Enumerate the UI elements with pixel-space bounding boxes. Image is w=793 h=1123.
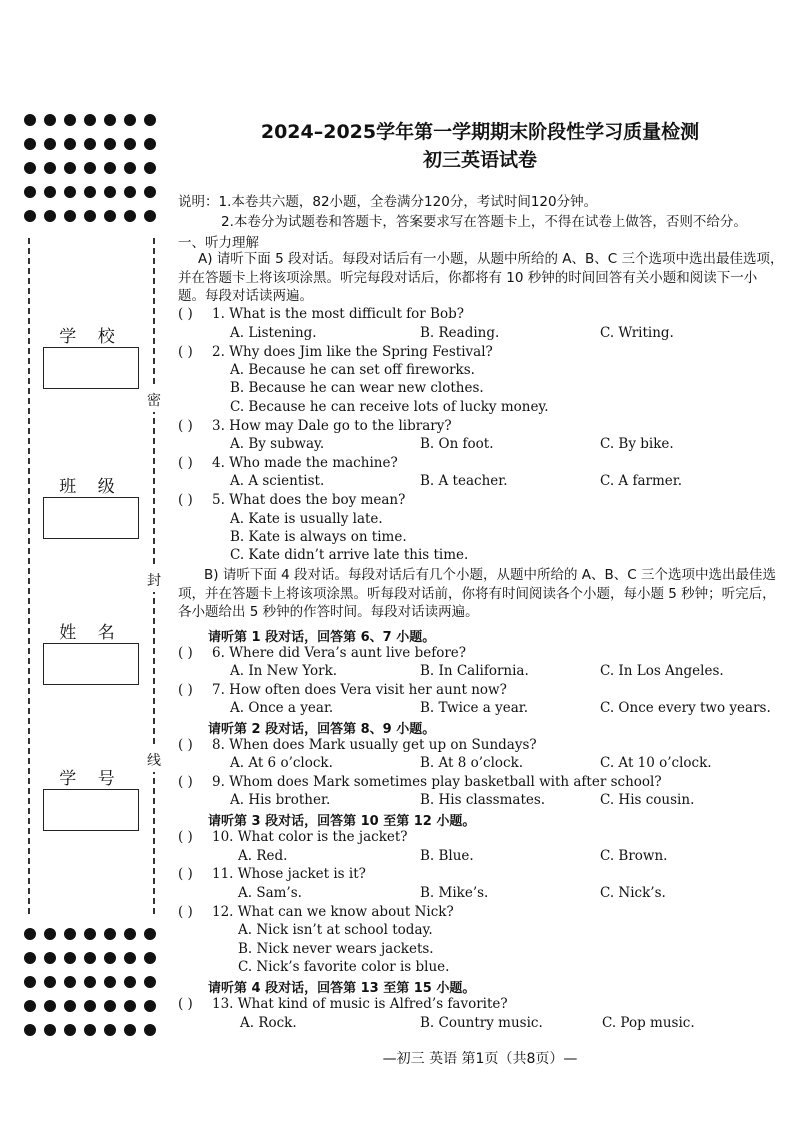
question-text: 2. Why does Jim like the Spring Festival? xyxy=(212,344,493,360)
question-text: 4. Who made the machine? xyxy=(212,455,398,471)
answer-paren: ( ) xyxy=(178,774,193,790)
dialogue-note-1: 请听第 1 段对话，回答第 6、7 小题。 xyxy=(208,630,436,645)
question-9 xyxy=(178,774,662,790)
binding-dash-left xyxy=(28,238,30,914)
option-b: B. Kate is always on time. xyxy=(230,529,407,545)
question-text: 11. Whose jacket is it? xyxy=(212,866,366,882)
answer-paren: ( ) xyxy=(178,829,193,845)
question-6 xyxy=(178,645,466,661)
question-3 xyxy=(178,418,452,434)
instruction-line-2: 2.本卷分为试题卷和答题卡，答案要求写在答题卡上，不得在试卷上做答，否则不给分。 xyxy=(221,214,747,230)
option-a: A. His brother. xyxy=(230,792,331,808)
bottom-dot-grid xyxy=(24,922,164,1042)
top-dot-grid xyxy=(24,108,164,228)
question-2 xyxy=(178,344,493,360)
answer-paren: ( ) xyxy=(178,737,193,753)
question-text: 1. What is the most difficult for Bob? xyxy=(212,306,464,322)
name-label: 姓 名 xyxy=(59,623,123,643)
option-b: B. His classmates. xyxy=(420,792,546,808)
option-c: C. Kate didn’t arrive late this time. xyxy=(230,547,469,563)
part-b-intro: B) 请听下面 4 段对话。每段对话后有几个小题，从题中所给的 A、B、C 三个选项中选出最佳选项，并在答题卡上将该项涂黑。听每段对话前，你将有时间阅读各个小题，每小题 5 秒钟；听完后，各小题给出 5 秒钟的作答时间。每段对话读两遍。 xyxy=(178,567,776,620)
answer-paren: ( ) xyxy=(178,645,193,661)
question-10 xyxy=(178,829,408,845)
option-b: B. At 8 o’clock. xyxy=(420,755,524,771)
option-b: B. Nick never wears jackets. xyxy=(238,941,434,957)
option-a: A. Kate is usually late. xyxy=(230,511,383,527)
question-5 xyxy=(178,492,405,508)
option-c: C. Once every two years. xyxy=(600,700,771,716)
seal-char-xian: 线 xyxy=(147,748,161,772)
school-field[interactable] xyxy=(43,347,139,389)
question-text: 12. What can we know about Nick? xyxy=(212,904,454,920)
option-c: C. His cousin. xyxy=(600,792,695,808)
exam-title: 2024–2025学年第一学期期末阶段性学习质量检测 xyxy=(260,121,700,143)
answer-paren: ( ) xyxy=(178,418,193,434)
question-text: 9. Whom does Mark sometimes play basketball with after school? xyxy=(212,774,662,790)
option-c: C. By bike. xyxy=(600,436,674,452)
question-13 xyxy=(178,996,508,1012)
option-c: C. Nick’s favorite color is blue. xyxy=(238,959,450,975)
option-c: C. Pop music. xyxy=(602,1015,695,1031)
answer-paren: ( ) xyxy=(178,344,193,360)
question-text: 13. What kind of music is Alfred’s favorite? xyxy=(212,996,508,1012)
instruction-line-1: 说明：1.本卷共六题，82小题，全卷满分120分，考试时间120分钟。 xyxy=(178,194,598,210)
question-text: 6. Where did Vera’s aunt live before? xyxy=(212,645,467,661)
seal-char-feng: 封 xyxy=(147,568,161,592)
student-number-field[interactable] xyxy=(43,789,139,831)
dialogue-note-4: 请听第 4 段对话，回答第 13 至第 15 小题。 xyxy=(208,981,476,996)
question-11 xyxy=(178,866,366,882)
answer-paren: ( ) xyxy=(178,996,193,1012)
class-field[interactable] xyxy=(43,497,139,539)
option-b: B. Reading. xyxy=(420,325,500,341)
answer-paren: ( ) xyxy=(178,866,193,882)
name-field[interactable] xyxy=(43,643,139,685)
section-heading: 一、听力理解 xyxy=(178,235,259,251)
option-a: A. Once a year. xyxy=(230,700,334,716)
option-b: B. Twice a year. xyxy=(420,700,529,716)
question-text: 5. What does the boy mean? xyxy=(212,492,406,508)
question-text: 10. What color is the jacket? xyxy=(212,829,408,845)
question-text: 3. How may Dale go to the library? xyxy=(212,418,452,434)
student-number-label: 学 号 xyxy=(59,769,123,789)
option-a: A. By subway. xyxy=(230,436,325,452)
answer-paren: ( ) xyxy=(178,306,193,322)
option-a: A. At 6 o’clock. xyxy=(230,755,333,771)
option-c: C. Nick’s. xyxy=(600,885,666,901)
option-a: A. A scientist. xyxy=(230,473,325,489)
option-a: A. Listening. xyxy=(230,325,317,341)
question-text: 8. When does Mark usually get up on Sundays? xyxy=(212,737,537,753)
option-b: B. Because he can wear new clothes. xyxy=(230,380,484,396)
option-a: A. Rock. xyxy=(240,1015,297,1031)
option-b: B. In California. xyxy=(420,663,529,679)
option-c: C. At 10 o’clock. xyxy=(600,755,712,771)
question-1 xyxy=(178,306,464,322)
option-c: C. In Los Angeles. xyxy=(600,663,724,679)
dialogue-note-3: 请听第 3 段对话，回答第 10 至第 12 小题。 xyxy=(208,814,476,829)
answer-paren: ( ) xyxy=(178,492,193,508)
page-footer: —初三 英语 第1页（共8页）— xyxy=(382,1051,578,1067)
question-12 xyxy=(178,904,454,920)
option-b: B. Country music. xyxy=(420,1015,543,1031)
class-label: 班 级 xyxy=(59,477,123,497)
option-b: B. A teacher. xyxy=(420,473,508,489)
answer-paren: ( ) xyxy=(178,455,193,471)
part-a-intro: A) 请听下面 5 段对话。每段对话后有一小题，从题中所给的 A、B、C 三个选项中选出最佳选项，并在答题卡上将该项涂黑。听完每段对话后，你都将有 10 秒钟的时间回答有关小题和阅读下一小题。每段对话读两遍。 xyxy=(178,251,784,304)
option-a: A. Nick isn’t at school today. xyxy=(238,922,433,938)
option-c: C. A farmer. xyxy=(600,473,683,489)
dialogue-note-2: 请听第 2 段对话，回答第 8、9 小题。 xyxy=(208,722,436,737)
school-label: 学 校 xyxy=(59,327,123,347)
answer-paren: ( ) xyxy=(178,682,193,698)
seal-char-mi: 密 xyxy=(147,388,161,412)
option-c: C. Brown. xyxy=(600,848,668,864)
option-a: A. In New York. xyxy=(230,663,338,679)
option-b: B. Blue. xyxy=(420,848,474,864)
option-c: C. Because he can receive lots of lucky money. xyxy=(230,399,549,415)
question-8 xyxy=(178,737,537,753)
exam-subtitle: 初三英语试卷 xyxy=(422,149,537,171)
answer-paren: ( ) xyxy=(178,904,193,920)
question-4 xyxy=(178,455,398,471)
option-a: A. Sam’s. xyxy=(238,885,302,901)
option-b: B. Mike’s. xyxy=(420,885,489,901)
question-7 xyxy=(178,682,507,698)
option-a: A. Because he can set off fireworks. xyxy=(230,362,475,378)
option-b: B. On foot. xyxy=(420,436,494,452)
option-c: C. Writing. xyxy=(600,325,674,341)
question-text: 7. How often does Vera visit her aunt now? xyxy=(212,682,507,698)
option-a: A. Red. xyxy=(238,848,288,864)
